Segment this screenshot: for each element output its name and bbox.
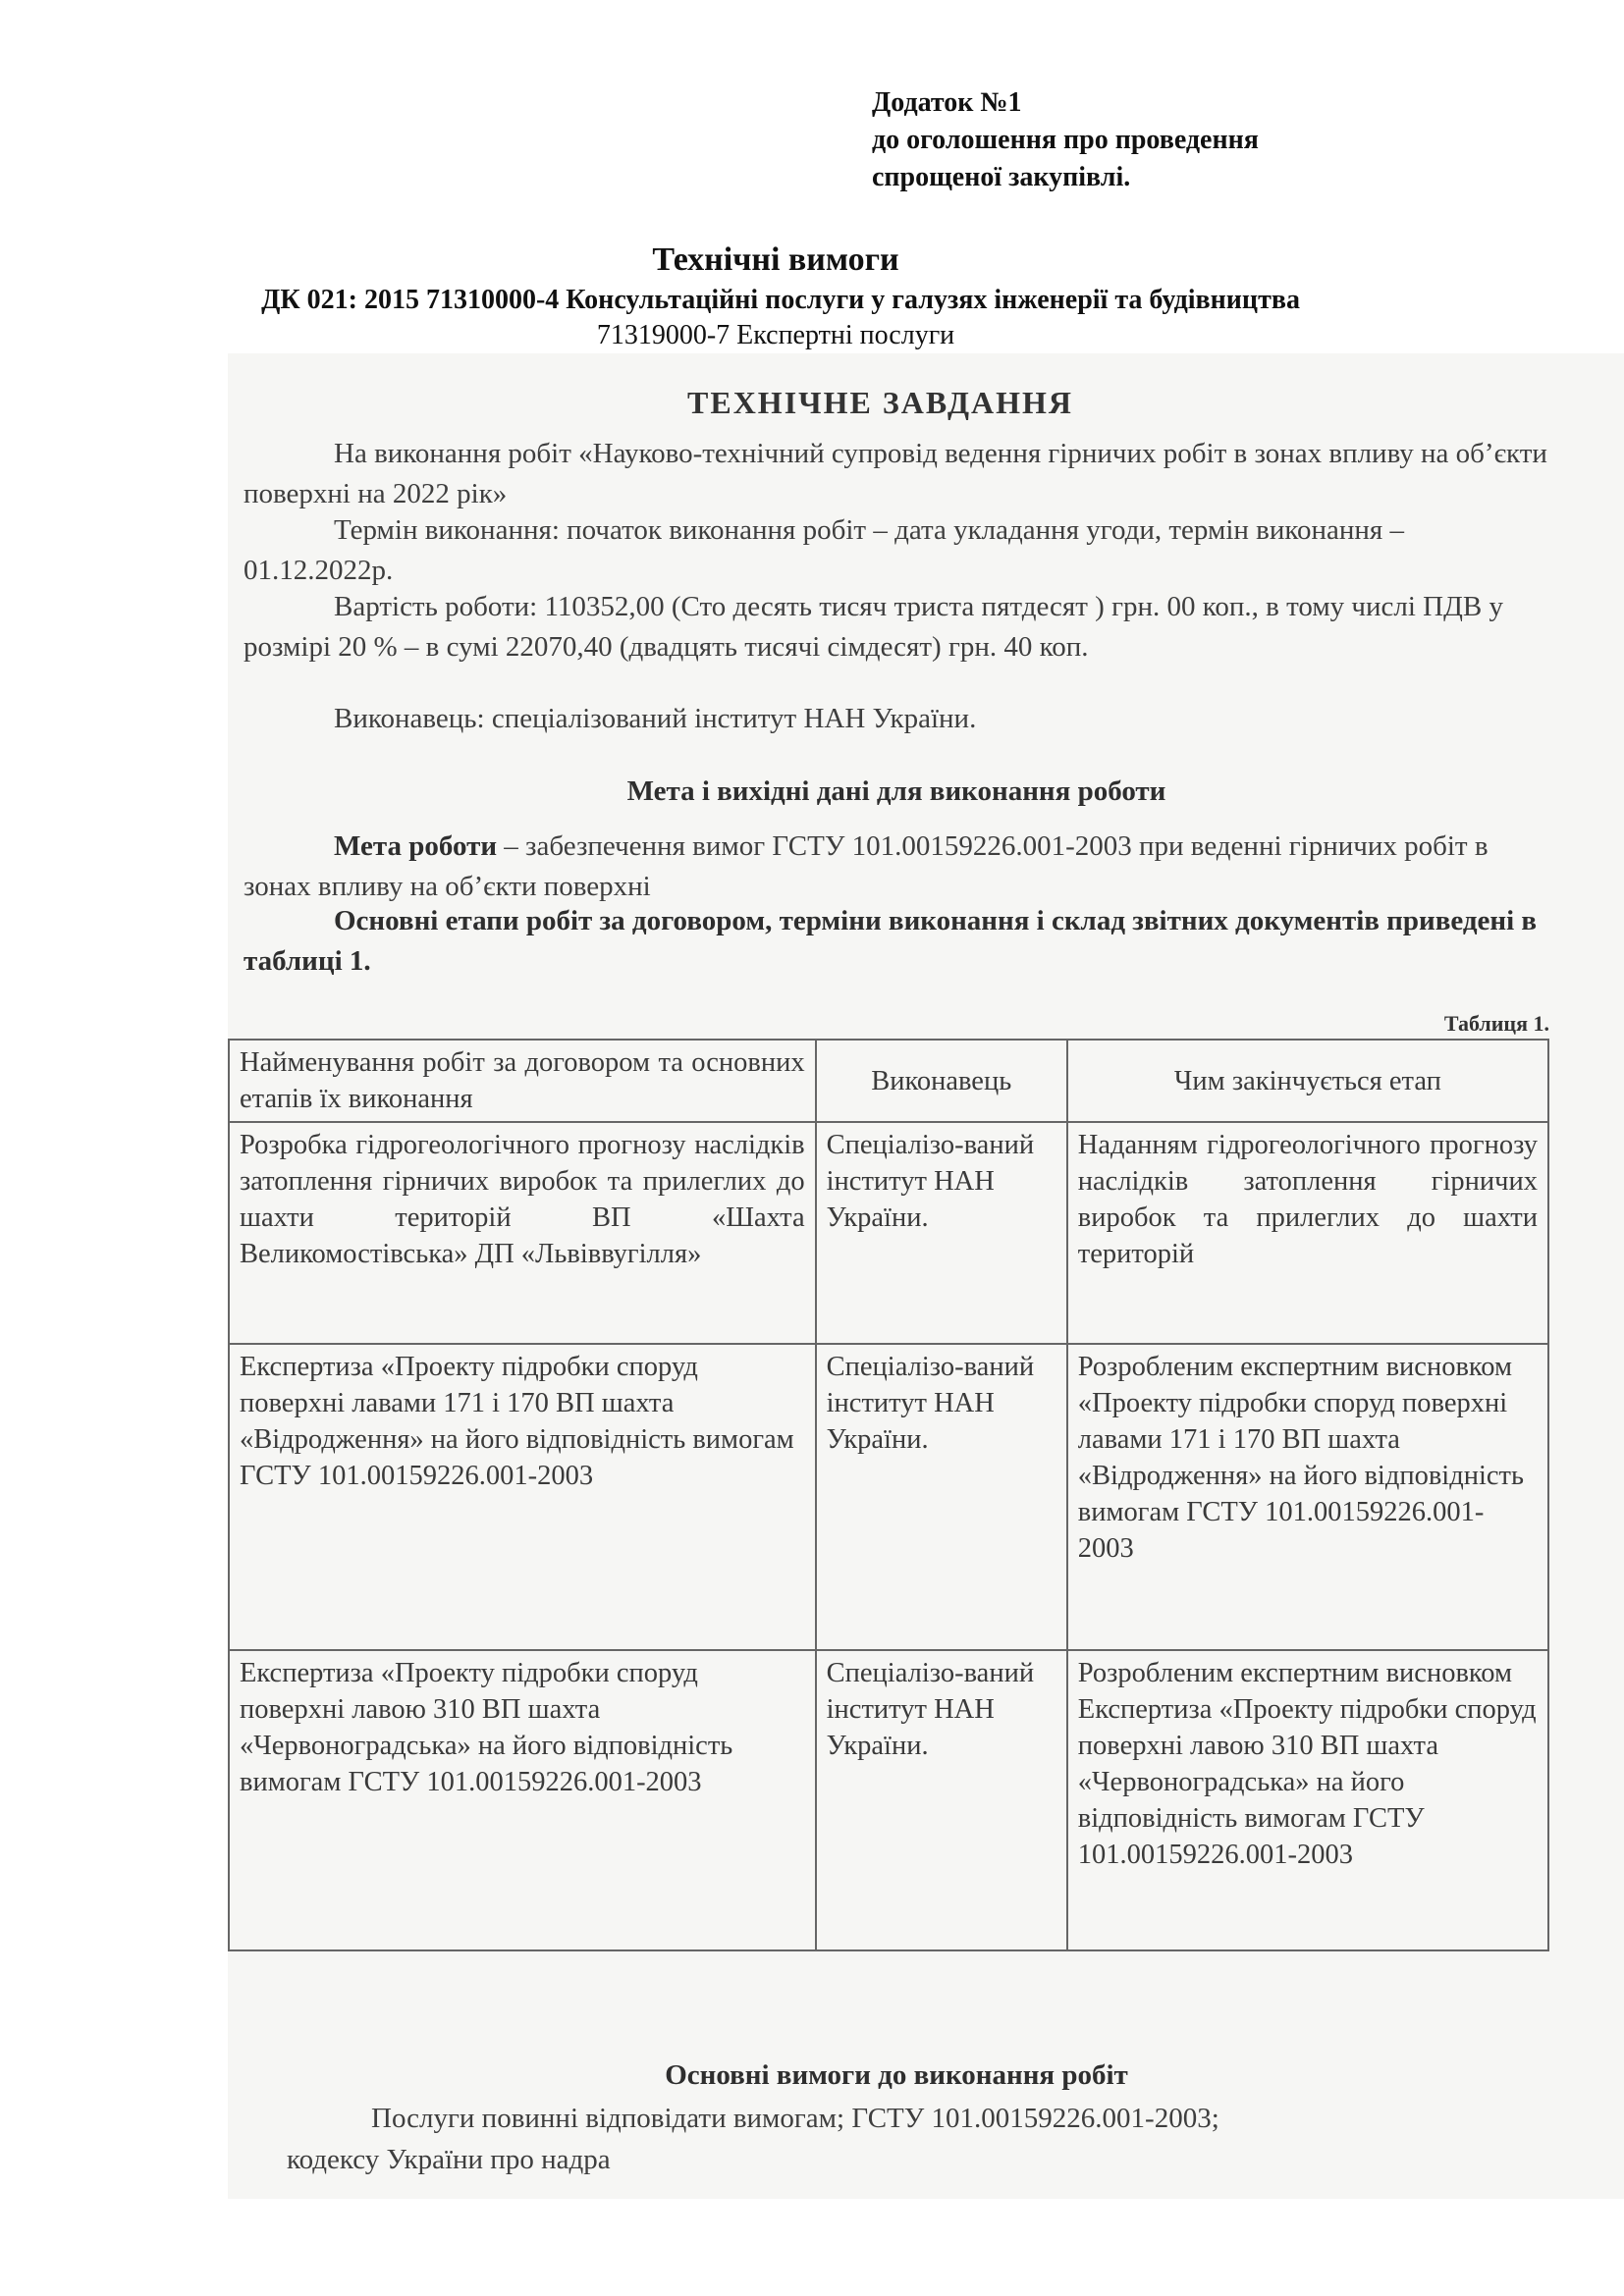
row-2-works: Експертиза «Проекту підробки споруд поверхні лавами 171 і 170 ВП шахта «Відродження» на його відповідність вимогам ГСТУ 101.00159226.001-2003 (229, 1344, 816, 1650)
table-row (229, 1122, 1548, 1344)
table-row (229, 1344, 1548, 1650)
stages-paragraph (244, 901, 1549, 982)
task-work-text: На виконання робіт «Науково-технічний супровід ведення гірничих робіт в зонах впливу на об’єкти поверхні на 2022 рік» (244, 438, 1547, 509)
goal-paragraph (244, 827, 1549, 907)
task-cost-text: Вартість роботи: 110352,00 (Сто десять тисяч триста пятдесят ) грн. 00 коп., в тому числі ПДВ у розмірі 20 % – в сумі 22070,40 (двадцять тисячі сімдесят) грн. 40 коп. (244, 591, 1503, 663)
header-executor: Виконавець (816, 1040, 1067, 1122)
header-works: Найменування робіт за договором та основних етапів їх виконання (229, 1040, 816, 1122)
dk-classification-sub: 71319000-7 Експертні послуги (596, 320, 955, 350)
table-caption: Таблиця 1. (1443, 1011, 1549, 1036)
task-term-paragraph (244, 510, 1549, 591)
task-term-text: Термін виконання: початок виконання робіт – дата укладання угоди, термін виконання – 01.12.2022р. (244, 514, 1405, 586)
table-header-row (229, 1040, 1548, 1122)
requirements-line-1 (244, 2099, 1549, 2139)
task-work-paragraph (244, 434, 1549, 514)
row-2-executor: Спеціалізо-ваний інститут НАН України. (816, 1344, 1067, 1650)
task-heading: ТЕХНІЧНЕ ЗАВДАННЯ (687, 385, 1073, 420)
task-executor-paragraph (244, 699, 1549, 739)
row-2-result: Розробленим експертним висновком «Проекту підробки споруд поверхні лавами 171 і 170 ВП шахта «Відродження» на його відповідність вимогам ГСТУ 101.00159226.001-2003 (1067, 1344, 1548, 1650)
stages-text: Основні етапи робіт за договором, терміни виконання і склад звітних документів приведені в таблиці 1. (244, 905, 1538, 977)
appendix-line-2: до оголошення про проведення (872, 125, 1259, 155)
appendix-block (872, 84, 1259, 196)
dk-classification: ДК 021: 2015 71310000-4 Консультаційні послуги у галузях інженерії та будівництва (261, 285, 1300, 315)
task-cost-paragraph (244, 587, 1549, 667)
table-row (229, 1650, 1548, 1950)
goal-text: – забезпечення вимог ГСТУ 101.00159226.001-2003 при веденні гірничих робіт в зонах впливу на об’єкти поверхні (244, 830, 1489, 902)
appendix-line-3: спрощеної закупівлі. (872, 162, 1131, 192)
row-3-result: Розробленим експертним висновком Експертиза «Проекту підробки споруд поверхні лавою 310 ВП шахта «Червоноградська» на його відповідність вимогам ГСТУ 101.00159226.001-2003 (1067, 1650, 1548, 1950)
row-3-works: Експертиза «Проекту підробки споруд поверхні лавою 310 ВП шахта «Червоноградська» на його відповідність вимогам ГСТУ 101.00159226.001-2003 (229, 1650, 816, 1950)
header-result: Чим закінчується етап (1067, 1040, 1548, 1122)
appendix-line-1: Додаток №1 (872, 87, 1022, 118)
goal-label: Мета роботи (334, 830, 498, 862)
works-table (228, 1039, 1549, 1951)
row-1-result: Наданням гідрогеологічного прогнозу наслідків затоплення гірничих виробок та прилеглих до шахти територій (1067, 1122, 1548, 1344)
row-1-executor: Спеціалізо-ваний інститут НАН України. (816, 1122, 1067, 1344)
requirements-heading: Основні вимоги до виконання робіт (665, 2059, 1128, 2091)
requirements-text-1: Послуги повинні відповідати вимогам; ГСТУ 101.00159226.001-2003; (371, 2103, 1219, 2134)
row-3-executor: Спеціалізо-ваний інститут НАН України. (816, 1650, 1067, 1950)
requirements-text-2: кодексу України про надра (287, 2144, 611, 2175)
requirements-line-2 (244, 2140, 1549, 2180)
task-executor-text: Виконавець: спеціалізований інститут НАН України. (334, 703, 977, 734)
document-title: Технічні вимоги (652, 241, 899, 278)
goal-heading: Мета і вихідні дані для виконання роботи (626, 775, 1166, 807)
row-1-works: Розробка гідрогеологічного прогнозу наслідків затоплення гірничих виробок та прилеглих до шахти територій ВП «Шахта Великомостівська» ДП «Львіввугілля» (229, 1122, 816, 1344)
